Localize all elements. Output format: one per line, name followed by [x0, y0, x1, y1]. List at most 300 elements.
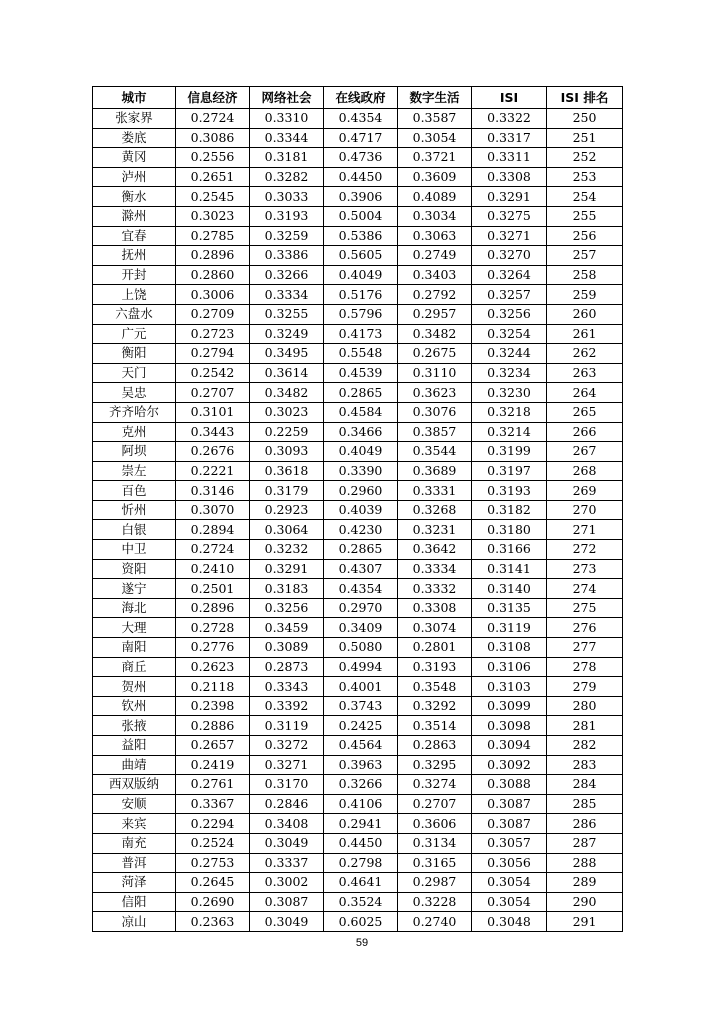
- cell-network-society: 0.3266: [250, 265, 324, 285]
- cell-isi: 0.3322: [472, 109, 547, 129]
- cell-online-government: 0.3743: [324, 696, 398, 716]
- cell-info-economy: 0.2776: [176, 638, 250, 658]
- cell-online-government: 0.5080: [324, 638, 398, 658]
- table-row: [93, 226, 623, 246]
- cell-city: 贺州: [93, 677, 176, 697]
- cell-isi: 0.3088: [472, 775, 547, 795]
- cell-isi-rank: 279: [547, 677, 623, 697]
- cell-online-government: 0.4539: [324, 363, 398, 383]
- cell-isi: 0.3234: [472, 363, 547, 383]
- cell-digital-life: 0.3134: [398, 833, 472, 853]
- cell-info-economy: 0.3070: [176, 500, 250, 520]
- cell-isi: 0.3054: [472, 873, 547, 893]
- cell-isi-rank: 287: [547, 833, 623, 853]
- cell-network-society: 0.3119: [250, 716, 324, 736]
- cell-city: 张家界: [93, 109, 176, 129]
- cell-online-government: 0.4584: [324, 402, 398, 422]
- cell-digital-life: 0.2792: [398, 285, 472, 305]
- column-header-network-society: 网络社会: [250, 87, 324, 109]
- cell-city: 凉山: [93, 912, 176, 932]
- cell-info-economy: 0.2545: [176, 187, 250, 207]
- cell-isi-rank: 280: [547, 696, 623, 716]
- table-row: [93, 481, 623, 501]
- cell-digital-life: 0.3308: [398, 598, 472, 618]
- cell-info-economy: 0.2690: [176, 892, 250, 912]
- cell-digital-life: 0.3548: [398, 677, 472, 697]
- cell-isi: 0.3317: [472, 128, 547, 148]
- cell-isi: 0.3256: [472, 304, 547, 324]
- cell-city: 钦州: [93, 696, 176, 716]
- cell-network-society: 0.3179: [250, 481, 324, 501]
- cell-isi: 0.3193: [472, 481, 547, 501]
- cell-isi-rank: 277: [547, 638, 623, 658]
- table-row: [93, 775, 623, 795]
- table-row: [93, 892, 623, 912]
- cell-city: 来宾: [93, 814, 176, 834]
- cell-city: 吴忠: [93, 383, 176, 403]
- cell-digital-life: 0.3193: [398, 657, 472, 677]
- table-row: [93, 559, 623, 579]
- cell-isi: 0.3103: [472, 677, 547, 697]
- cell-online-government: 0.5796: [324, 304, 398, 324]
- cell-network-society: 0.3232: [250, 540, 324, 560]
- cell-info-economy: 0.2860: [176, 265, 250, 285]
- cell-isi-rank: 275: [547, 598, 623, 618]
- cell-city: 安顺: [93, 794, 176, 814]
- cell-city: 六盘水: [93, 304, 176, 324]
- table-row: [93, 814, 623, 834]
- column-header-digital-life: 数字生活: [398, 87, 472, 109]
- cell-online-government: 0.5176: [324, 285, 398, 305]
- cell-info-economy: 0.3367: [176, 794, 250, 814]
- cell-network-society: 0.3408: [250, 814, 324, 834]
- cell-info-economy: 0.3086: [176, 128, 250, 148]
- cell-network-society: 0.3183: [250, 579, 324, 599]
- cell-info-economy: 0.3146: [176, 481, 250, 501]
- cell-online-government: 0.4106: [324, 794, 398, 814]
- cell-isi-rank: 267: [547, 442, 623, 462]
- cell-isi: 0.3182: [472, 500, 547, 520]
- cell-digital-life: 0.3295: [398, 755, 472, 775]
- table-body: [93, 109, 623, 932]
- cell-network-society: 0.3089: [250, 638, 324, 658]
- cell-isi-rank: 281: [547, 716, 623, 736]
- cell-info-economy: 0.3101: [176, 402, 250, 422]
- cell-isi: 0.3094: [472, 736, 547, 756]
- cell-isi-rank: 265: [547, 402, 623, 422]
- table-row: [93, 304, 623, 324]
- cell-network-society: 0.3482: [250, 383, 324, 403]
- cell-city: 宜春: [93, 226, 176, 246]
- cell-isi: 0.3048: [472, 912, 547, 932]
- cell-isi: 0.3199: [472, 442, 547, 462]
- cell-city: 南阳: [93, 638, 176, 658]
- cell-isi: 0.3056: [472, 853, 547, 873]
- table-row: [93, 598, 623, 618]
- cell-isi-rank: 260: [547, 304, 623, 324]
- table-row: [93, 853, 623, 873]
- cell-digital-life: 0.3274: [398, 775, 472, 795]
- cell-digital-life: 0.3332: [398, 579, 472, 599]
- cell-digital-life: 0.2987: [398, 873, 472, 893]
- cell-network-society: 0.3459: [250, 618, 324, 638]
- cell-city: 泸州: [93, 167, 176, 187]
- cell-isi: 0.3271: [472, 226, 547, 246]
- cell-digital-life: 0.2957: [398, 304, 472, 324]
- cell-isi-rank: 290: [547, 892, 623, 912]
- table-row: [93, 755, 623, 775]
- cell-digital-life: 0.3606: [398, 814, 472, 834]
- cell-info-economy: 0.2419: [176, 755, 250, 775]
- cell-digital-life: 0.3292: [398, 696, 472, 716]
- table-row: [93, 461, 623, 481]
- table-row: [93, 677, 623, 697]
- cell-isi-rank: 273: [547, 559, 623, 579]
- cell-online-government: 0.2970: [324, 598, 398, 618]
- cell-isi: 0.3264: [472, 265, 547, 285]
- cell-online-government: 0.4564: [324, 736, 398, 756]
- table-row: [93, 128, 623, 148]
- cell-isi: 0.3230: [472, 383, 547, 403]
- cell-digital-life: 0.3609: [398, 167, 472, 187]
- cell-network-society: 0.3093: [250, 442, 324, 462]
- cell-online-government: 0.4173: [324, 324, 398, 344]
- cell-info-economy: 0.2785: [176, 226, 250, 246]
- cell-info-economy: 0.2501: [176, 579, 250, 599]
- cell-digital-life: 0.3231: [398, 520, 472, 540]
- table-row: [93, 363, 623, 383]
- cell-city: 曲靖: [93, 755, 176, 775]
- cell-isi: 0.3119: [472, 618, 547, 638]
- cell-isi-rank: 270: [547, 500, 623, 520]
- cell-isi: 0.3087: [472, 794, 547, 814]
- cell-city: 商丘: [93, 657, 176, 677]
- cell-online-government: 0.6025: [324, 912, 398, 932]
- cell-city: 普洱: [93, 853, 176, 873]
- cell-isi-rank: 285: [547, 794, 623, 814]
- cell-info-economy: 0.2676: [176, 442, 250, 462]
- cell-online-government: 0.5386: [324, 226, 398, 246]
- cell-digital-life: 0.2740: [398, 912, 472, 932]
- cell-isi-rank: 284: [547, 775, 623, 795]
- cell-isi-rank: 256: [547, 226, 623, 246]
- cell-info-economy: 0.2657: [176, 736, 250, 756]
- cell-digital-life: 0.3076: [398, 402, 472, 422]
- cell-isi: 0.3106: [472, 657, 547, 677]
- cell-isi: 0.3257: [472, 285, 547, 305]
- cell-network-society: 0.3310: [250, 109, 324, 129]
- cell-info-economy: 0.2709: [176, 304, 250, 324]
- cell-network-society: 0.2923: [250, 500, 324, 520]
- cell-city: 资阳: [93, 559, 176, 579]
- cell-isi-rank: 254: [547, 187, 623, 207]
- cell-network-society: 0.3087: [250, 892, 324, 912]
- cell-online-government: 0.3963: [324, 755, 398, 775]
- table-row: [93, 520, 623, 540]
- cell-info-economy: 0.2645: [176, 873, 250, 893]
- cell-network-society: 0.3618: [250, 461, 324, 481]
- table-row: [93, 442, 623, 462]
- cell-digital-life: 0.2801: [398, 638, 472, 658]
- cell-online-government: 0.4354: [324, 579, 398, 599]
- cell-isi: 0.3270: [472, 246, 547, 266]
- cell-info-economy: 0.2542: [176, 363, 250, 383]
- cell-network-society: 0.3033: [250, 187, 324, 207]
- cell-network-society: 0.3249: [250, 324, 324, 344]
- cell-isi: 0.3135: [472, 598, 547, 618]
- cell-isi-rank: 286: [547, 814, 623, 834]
- cell-network-society: 0.2259: [250, 422, 324, 442]
- cell-network-society: 0.3181: [250, 148, 324, 168]
- cell-city: 菏泽: [93, 873, 176, 893]
- cell-online-government: 0.5548: [324, 344, 398, 364]
- cell-network-society: 0.3495: [250, 344, 324, 364]
- table-row: [93, 618, 623, 638]
- cell-isi: 0.3092: [472, 755, 547, 775]
- cell-online-government: 0.4450: [324, 167, 398, 187]
- cell-city: 衡水: [93, 187, 176, 207]
- cell-city: 益阳: [93, 736, 176, 756]
- table-row: [93, 402, 623, 422]
- page-number: 59: [355, 937, 369, 949]
- cell-digital-life: 0.3857: [398, 422, 472, 442]
- column-header-city: 城市: [93, 87, 176, 109]
- table-row: [93, 736, 623, 756]
- cell-online-government: 0.5004: [324, 206, 398, 226]
- cell-info-economy: 0.2410: [176, 559, 250, 579]
- cell-digital-life: 0.3587: [398, 109, 472, 129]
- cell-network-society: 0.3282: [250, 167, 324, 187]
- cell-online-government: 0.2865: [324, 383, 398, 403]
- cell-isi-rank: 259: [547, 285, 623, 305]
- cell-network-society: 0.3271: [250, 755, 324, 775]
- cell-digital-life: 0.3514: [398, 716, 472, 736]
- cell-info-economy: 0.3006: [176, 285, 250, 305]
- cell-isi: 0.3057: [472, 833, 547, 853]
- cell-isi: 0.3141: [472, 559, 547, 579]
- cell-city: 黄冈: [93, 148, 176, 168]
- column-header-isi: ISI: [472, 87, 547, 109]
- cell-info-economy: 0.2753: [176, 853, 250, 873]
- cell-info-economy: 0.2623: [176, 657, 250, 677]
- cell-online-government: 0.4450: [324, 833, 398, 853]
- cell-isi-rank: 282: [547, 736, 623, 756]
- cell-isi: 0.3054: [472, 892, 547, 912]
- cell-info-economy: 0.3023: [176, 206, 250, 226]
- cell-online-government: 0.2865: [324, 540, 398, 560]
- cell-isi-rank: 264: [547, 383, 623, 403]
- cell-city: 广元: [93, 324, 176, 344]
- cell-info-economy: 0.2724: [176, 109, 250, 129]
- cell-city: 齐齐哈尔: [93, 402, 176, 422]
- column-header-isi-rank: ISI 排名: [547, 87, 623, 109]
- cell-isi-rank: 262: [547, 344, 623, 364]
- cell-online-government: 0.3466: [324, 422, 398, 442]
- cell-network-society: 0.3193: [250, 206, 324, 226]
- cell-online-government: 0.4717: [324, 128, 398, 148]
- cell-network-society: 0.3291: [250, 559, 324, 579]
- cell-isi-rank: 255: [547, 206, 623, 226]
- cell-isi: 0.3140: [472, 579, 547, 599]
- cell-city: 忻州: [93, 500, 176, 520]
- cell-isi-rank: 274: [547, 579, 623, 599]
- cell-network-society: 0.3002: [250, 873, 324, 893]
- cell-city: 张掖: [93, 716, 176, 736]
- table-row: [93, 873, 623, 893]
- cell-isi-rank: 257: [547, 246, 623, 266]
- table-row: [93, 324, 623, 344]
- table-row: [93, 833, 623, 853]
- cell-network-society: 0.3259: [250, 226, 324, 246]
- cell-city: 衡阳: [93, 344, 176, 364]
- cell-online-government: 0.2960: [324, 481, 398, 501]
- cell-info-economy: 0.2896: [176, 246, 250, 266]
- table-row: [93, 540, 623, 560]
- cell-digital-life: 0.3334: [398, 559, 472, 579]
- cell-isi-rank: 258: [547, 265, 623, 285]
- cell-city: 上饶: [93, 285, 176, 305]
- cell-info-economy: 0.2707: [176, 383, 250, 403]
- cell-digital-life: 0.3403: [398, 265, 472, 285]
- cell-isi-rank: 278: [547, 657, 623, 677]
- cell-isi: 0.3108: [472, 638, 547, 658]
- cell-isi-rank: 289: [547, 873, 623, 893]
- cell-info-economy: 0.2794: [176, 344, 250, 364]
- cell-digital-life: 0.2675: [398, 344, 472, 364]
- cell-isi-rank: 252: [547, 148, 623, 168]
- cell-info-economy: 0.2221: [176, 461, 250, 481]
- cell-online-government: 0.3906: [324, 187, 398, 207]
- table-row: [93, 716, 623, 736]
- cell-city: 百色: [93, 481, 176, 501]
- column-header-online-government: 在线政府: [324, 87, 398, 109]
- table-row: [93, 167, 623, 187]
- cell-info-economy: 0.2363: [176, 912, 250, 932]
- cell-isi-rank: 276: [547, 618, 623, 638]
- cell-city: 白银: [93, 520, 176, 540]
- cell-digital-life: 0.4089: [398, 187, 472, 207]
- cell-info-economy: 0.2556: [176, 148, 250, 168]
- table-row: [93, 285, 623, 305]
- table-row: [93, 383, 623, 403]
- table-row: [93, 638, 623, 658]
- table-row: [93, 422, 623, 442]
- cell-network-society: 0.3023: [250, 402, 324, 422]
- cell-isi-rank: 250: [547, 109, 623, 129]
- cell-isi-rank: 253: [547, 167, 623, 187]
- cell-online-government: 0.3390: [324, 461, 398, 481]
- cell-isi-rank: 271: [547, 520, 623, 540]
- cell-isi: 0.3254: [472, 324, 547, 344]
- cell-city: 大理: [93, 618, 176, 638]
- cell-isi: 0.3098: [472, 716, 547, 736]
- cell-isi: 0.3218: [472, 402, 547, 422]
- cell-city: 遂宁: [93, 579, 176, 599]
- cell-digital-life: 0.3544: [398, 442, 472, 462]
- table-row: [93, 344, 623, 364]
- cell-online-government: 0.2425: [324, 716, 398, 736]
- cell-digital-life: 0.3063: [398, 226, 472, 246]
- cell-digital-life: 0.2749: [398, 246, 472, 266]
- cell-online-government: 0.4001: [324, 677, 398, 697]
- cell-digital-life: 0.3721: [398, 148, 472, 168]
- cell-city: 娄底: [93, 128, 176, 148]
- table-row: [93, 187, 623, 207]
- cell-network-society: 0.3064: [250, 520, 324, 540]
- cell-isi: 0.3244: [472, 344, 547, 364]
- cell-isi-rank: 263: [547, 363, 623, 383]
- cell-digital-life: 0.3054: [398, 128, 472, 148]
- cell-isi-rank: 261: [547, 324, 623, 344]
- cell-digital-life: 0.3268: [398, 500, 472, 520]
- cell-isi: 0.3180: [472, 520, 547, 540]
- table-row: [93, 246, 623, 266]
- cell-isi: 0.3275: [472, 206, 547, 226]
- cell-info-economy: 0.2724: [176, 540, 250, 560]
- cell-network-society: 0.3256: [250, 598, 324, 618]
- table-row: [93, 148, 623, 168]
- cell-network-society: 0.3255: [250, 304, 324, 324]
- cell-online-government: 0.4049: [324, 265, 398, 285]
- cell-city: 阿坝: [93, 442, 176, 462]
- cell-isi: 0.3197: [472, 461, 547, 481]
- cell-online-government: 0.4994: [324, 657, 398, 677]
- table-header-row: [93, 87, 623, 109]
- cell-info-economy: 0.2294: [176, 814, 250, 834]
- cell-city: 中卫: [93, 540, 176, 560]
- cell-online-government: 0.4039: [324, 500, 398, 520]
- cell-digital-life: 0.3110: [398, 363, 472, 383]
- cell-isi-rank: 272: [547, 540, 623, 560]
- cell-info-economy: 0.2886: [176, 716, 250, 736]
- cell-isi: 0.3308: [472, 167, 547, 187]
- column-header-info-economy: 信息经济: [176, 87, 250, 109]
- table-row: [93, 206, 623, 226]
- cell-online-government: 0.4641: [324, 873, 398, 893]
- cell-city: 信阳: [93, 892, 176, 912]
- table-row: [93, 794, 623, 814]
- cell-city: 南充: [93, 833, 176, 853]
- cell-online-government: 0.3266: [324, 775, 398, 795]
- cell-isi: 0.3311: [472, 148, 547, 168]
- cell-digital-life: 0.3165: [398, 853, 472, 873]
- cell-online-government: 0.3524: [324, 892, 398, 912]
- cell-isi-rank: 288: [547, 853, 623, 873]
- cell-city: 抚州: [93, 246, 176, 266]
- cell-network-society: 0.3272: [250, 736, 324, 756]
- cell-network-society: 0.3049: [250, 833, 324, 853]
- cell-info-economy: 0.2761: [176, 775, 250, 795]
- cell-digital-life: 0.3642: [398, 540, 472, 560]
- cell-online-government: 0.3409: [324, 618, 398, 638]
- cell-isi-rank: 266: [547, 422, 623, 442]
- cell-network-society: 0.3170: [250, 775, 324, 795]
- city-isi-ranking-table: [92, 86, 623, 932]
- cell-digital-life: 0.3074: [398, 618, 472, 638]
- cell-network-society: 0.3343: [250, 677, 324, 697]
- cell-network-society: 0.3614: [250, 363, 324, 383]
- cell-online-government: 0.2941: [324, 814, 398, 834]
- cell-network-society: 0.2873: [250, 657, 324, 677]
- cell-online-government: 0.5605: [324, 246, 398, 266]
- cell-info-economy: 0.2894: [176, 520, 250, 540]
- cell-digital-life: 0.3228: [398, 892, 472, 912]
- cell-online-government: 0.4049: [324, 442, 398, 462]
- cell-info-economy: 0.2723: [176, 324, 250, 344]
- cell-isi: 0.3214: [472, 422, 547, 442]
- cell-digital-life: 0.3034: [398, 206, 472, 226]
- table-row: [93, 696, 623, 716]
